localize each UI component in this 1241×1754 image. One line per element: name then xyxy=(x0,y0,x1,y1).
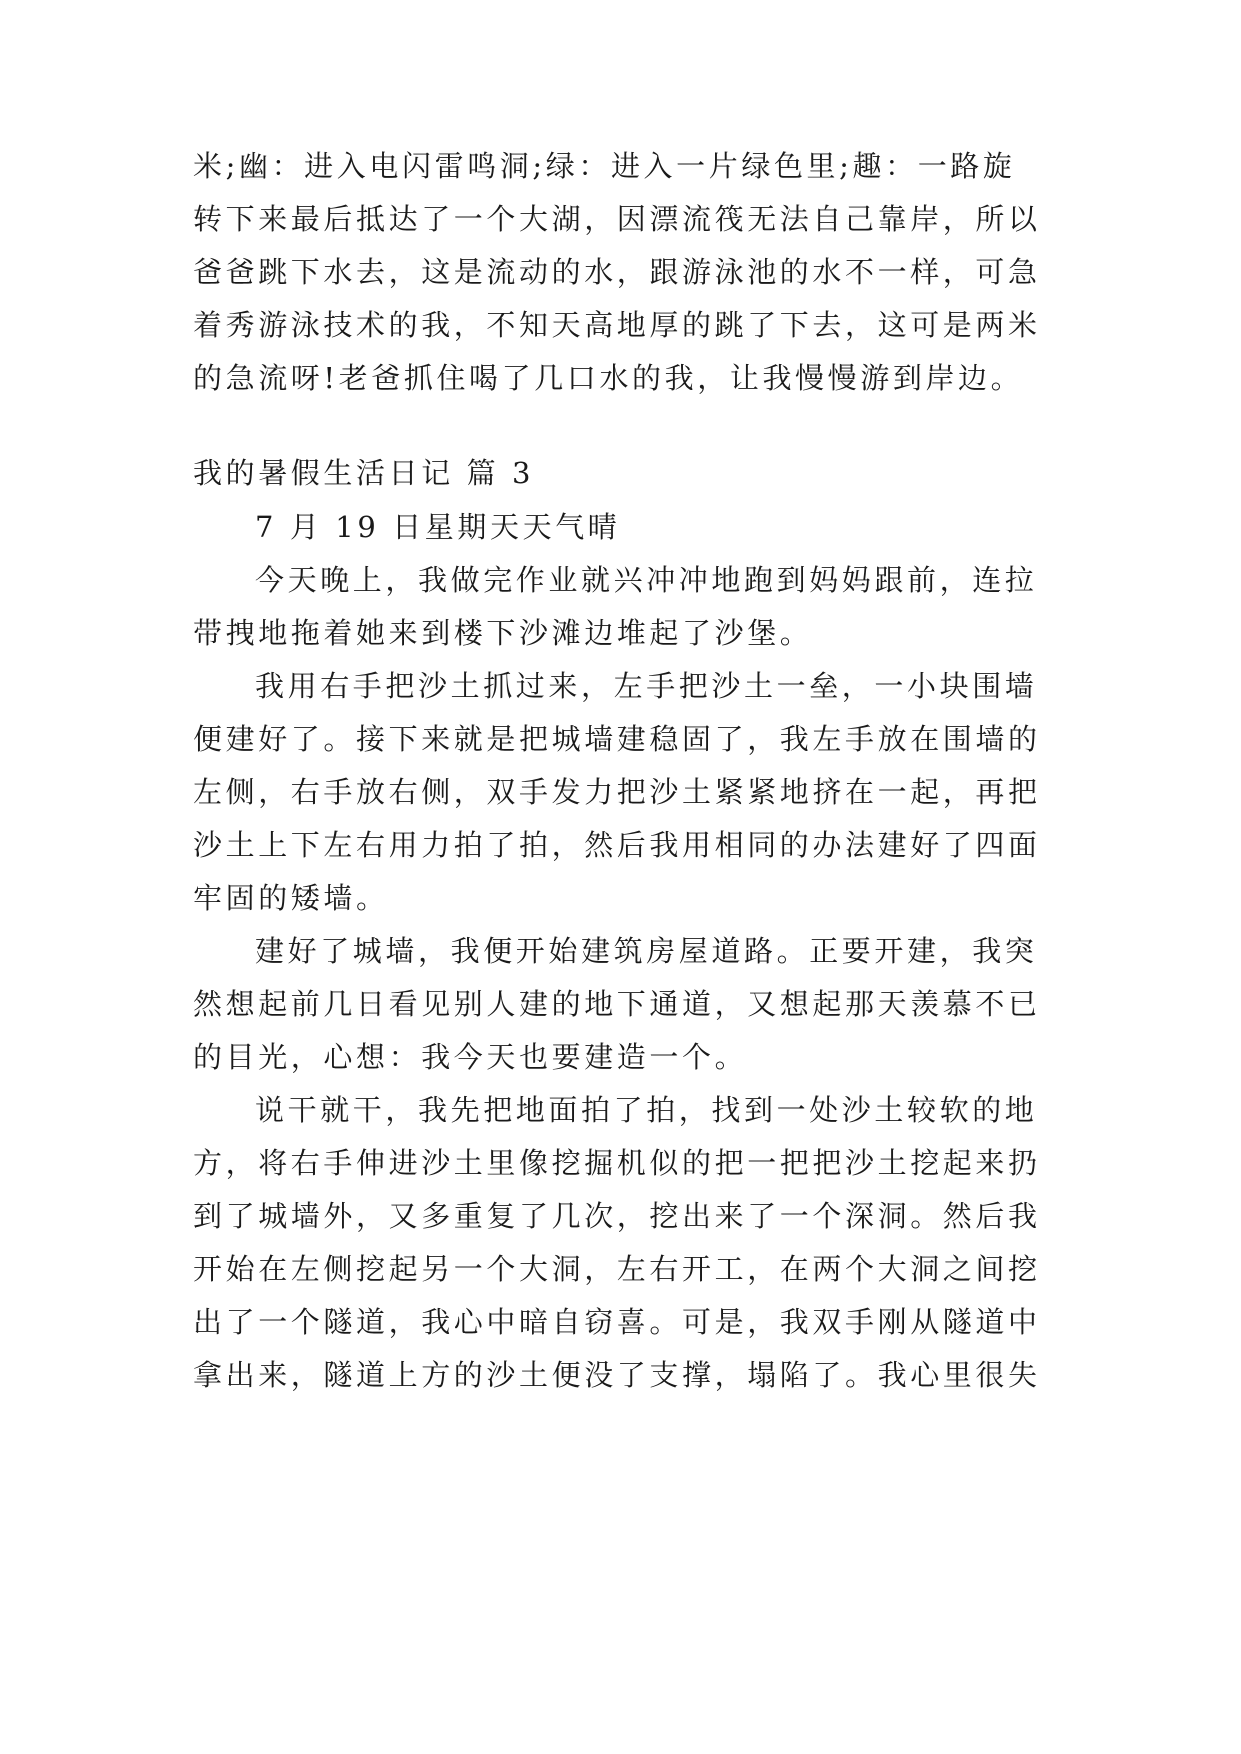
text-line: 我用右手把沙土抓过来，左手把沙土一垒，一小块围墙 xyxy=(255,669,1038,703)
section-heading: 我的暑假生活日记 篇 3 xyxy=(193,456,535,490)
text-line: 今天晚上，我做完作业就兴冲冲地跑到妈妈跟前，连拉 xyxy=(255,563,1038,597)
text-line: 说干就干，我先把地面拍了拍，找到一处沙土较软的地 xyxy=(255,1093,1038,1127)
text-line: 拿出来，隧道上方的沙土便没了支撑，塌陷了。我心里很失 xyxy=(193,1358,1041,1392)
text-line: 方，将右手伸进沙土里像挖掘机似的把一把把沙土挖起来扔 xyxy=(193,1146,1041,1180)
text-line: 出了一个隧道，我心中暗自窃喜。可是，我双手刚从隧道中 xyxy=(193,1305,1041,1339)
text-line: 着秀游泳技术的我，不知天高地厚的跳了下去，这可是两米 xyxy=(193,308,1041,342)
text-line: 爸爸跳下水去，这是流动的水，跟游泳池的水不一样，可急 xyxy=(193,255,1041,289)
text-line: 沙土上下左右用力拍了拍，然后我用相同的办法建好了四面 xyxy=(193,828,1041,862)
text-line: 米;幽：进入电闪雷鸣洞;绿：进入一片绿色里;趣：一路旋 xyxy=(193,149,1016,183)
text-line: 便建好了。接下来就是把城墙建稳固了，我左手放在围墙的 xyxy=(193,722,1041,756)
text-line: 牢固的矮墙。 xyxy=(193,881,389,915)
text-line: 的急流呀!老爸抓住喝了几口水的我，让我慢慢游到岸边。 xyxy=(193,361,1024,395)
text-line: 的目光，心想：我今天也要建造一个。 xyxy=(193,1040,748,1074)
text-line: 带拽地拖着她来到楼下沙滩边堆起了沙堡。 xyxy=(193,616,813,650)
text-line: 转下来最后抵达了一个大湖，因漂流筏无法自己靠岸，所以 xyxy=(193,202,1041,236)
text-line: 到了城墙外，又多重复了几次，挖出来了一个深洞。然后我 xyxy=(193,1199,1041,1233)
text-line: 开始在左侧挖起另一个大洞，左右开工，在两个大洞之间挖 xyxy=(193,1252,1041,1286)
text-line: 左侧，右手放右侧，双手发力把沙土紧紧地挤在一起，再把 xyxy=(193,775,1041,809)
diary-date: 7 月 19 日星期天天气晴 xyxy=(255,510,621,544)
text-line: 建好了城墙，我便开始建筑房屋道路。正要开建，我突 xyxy=(255,934,1038,968)
text-line: 然想起前几日看见别人建的地下通道，又想起那天羡慕不已 xyxy=(193,987,1041,1021)
